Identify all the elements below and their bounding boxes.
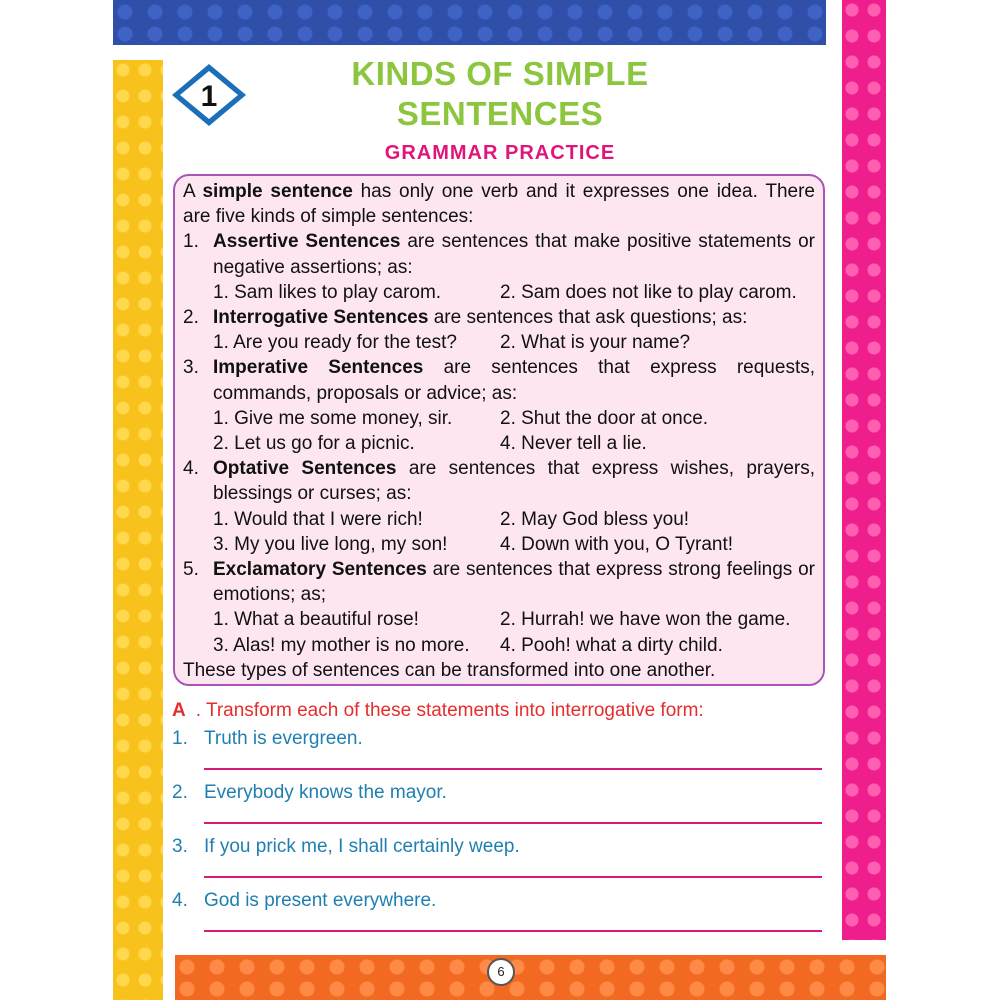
kind-name: Interrogative Sentences [213, 307, 429, 329]
kind-description: are sentences that express requests, commands, proposals or advice; as: [213, 357, 816, 404]
kind-description: are sentences that express wishes, prayers, blessings or curses; as: [213, 458, 815, 505]
answer-line[interactable] [204, 768, 822, 770]
kind-name: Optative Sentences [213, 458, 397, 480]
example-text: 1. Are you ready for the test? [213, 332, 457, 354]
example-row [183, 406, 815, 431]
question-text: If you prick me, I shall certainly weep. [204, 836, 520, 857]
question-item [172, 728, 832, 770]
intro-term: simple sentence [202, 181, 353, 202]
example-text: 4. Never tell a lie. [500, 433, 647, 455]
page-title [300, 54, 700, 134]
kind-name: Exclamatory Sentences [213, 559, 427, 581]
example-text: 4. Pooh! what a dirty child. [500, 634, 723, 656]
top-decorative-band [113, 0, 826, 45]
kind-imperative [183, 355, 815, 456]
kind-optative [183, 456, 815, 557]
kind-name: Imperative Sentences [213, 357, 424, 379]
kind-name: Assertive Sentences [213, 231, 401, 253]
example-text: 4. Down with you, O Tyrant! [500, 533, 734, 555]
example-text: 2. Shut the door at once. [500, 407, 709, 429]
page-number: 6 [487, 958, 515, 986]
question-text: Everybody knows the mayor. [204, 782, 447, 803]
kind-exclamatory [183, 557, 815, 658]
exercise-instruction-text: . Transform each of these statements into interrogative form: [195, 700, 704, 721]
left-decorative-band [113, 60, 163, 1000]
example-row [183, 330, 815, 355]
answer-line[interactable] [204, 876, 822, 878]
example-text: 2. Hurrah! we have won the game. [500, 609, 791, 631]
question-number: 1. [172, 728, 188, 749]
example-row [183, 507, 815, 532]
diamond-badge-icon [170, 62, 248, 128]
example-row [183, 532, 815, 557]
kind-assertive [183, 229, 815, 305]
answer-line[interactable] [204, 930, 822, 932]
kind-number: 2. [183, 307, 199, 329]
question-item [172, 890, 832, 932]
kind-description: are sentences that ask questions; as: [428, 307, 748, 329]
kind-description: are sentences that make positive statements or negative assertions; as: [213, 231, 815, 278]
question-number: 4. [172, 890, 188, 911]
exercise-instruction [172, 700, 832, 722]
example-text: 2. Let us go for a picnic. [213, 433, 415, 455]
example-text: 3. My you live long, my son! [213, 533, 448, 555]
question-item [172, 836, 832, 878]
example-text: 1. Sam likes to play carom. [213, 281, 442, 303]
example-text: 2. What is your name? [500, 332, 691, 354]
question-text: God is present everywhere. [204, 890, 437, 911]
kind-interrogative [183, 305, 815, 355]
kind-number: 5. [183, 559, 199, 581]
chapter-number-badge [170, 62, 248, 128]
example-text: 2. Sam does not like to play carom. [500, 281, 797, 303]
intro-rest: has only one verb and it expresses one idea. There are five kinds of simple sentences: [183, 181, 815, 228]
title-line-1: KINDS OF SIMPLE [351, 55, 649, 92]
intro-lead: A [183, 181, 203, 202]
chapter-number: 1 [200, 80, 218, 113]
title-line-2: SENTENCES [396, 95, 604, 132]
question-number: 3. [172, 836, 188, 857]
example-row [183, 633, 815, 658]
question-item [172, 782, 832, 824]
section-subtitle: GRAMMAR PRACTICE [384, 142, 616, 164]
kind-number: 4. [183, 458, 199, 480]
answer-line[interactable] [204, 822, 822, 824]
example-text: 1. Would that I were rich! [213, 508, 423, 530]
right-decorative-band [842, 0, 886, 940]
outro-paragraph: These types of sentences can be transformed into one another. [183, 659, 716, 681]
grammar-info-box [173, 174, 825, 686]
bottom-decorative-band [175, 955, 886, 1000]
example-row [183, 607, 815, 632]
question-number: 2. [172, 782, 188, 803]
example-row [183, 280, 815, 305]
intro-paragraph [183, 179, 815, 229]
kind-description: are sentences that express strong feelings or emotions; as; [213, 559, 816, 606]
example-text: 2. May God bless you! [500, 508, 690, 530]
example-text: 1. What a beautiful rose! [213, 609, 419, 631]
example-text: 1. Give me some money, sir. [213, 407, 453, 429]
exercise-label: A [172, 700, 186, 721]
kind-number: 3. [183, 357, 199, 379]
example-row [183, 431, 815, 456]
exercise-section [172, 700, 832, 944]
kind-number: 1. [183, 231, 199, 253]
example-text: 3. Alas! my mother is no more. [213, 634, 470, 656]
question-text: Truth is evergreen. [204, 728, 363, 749]
